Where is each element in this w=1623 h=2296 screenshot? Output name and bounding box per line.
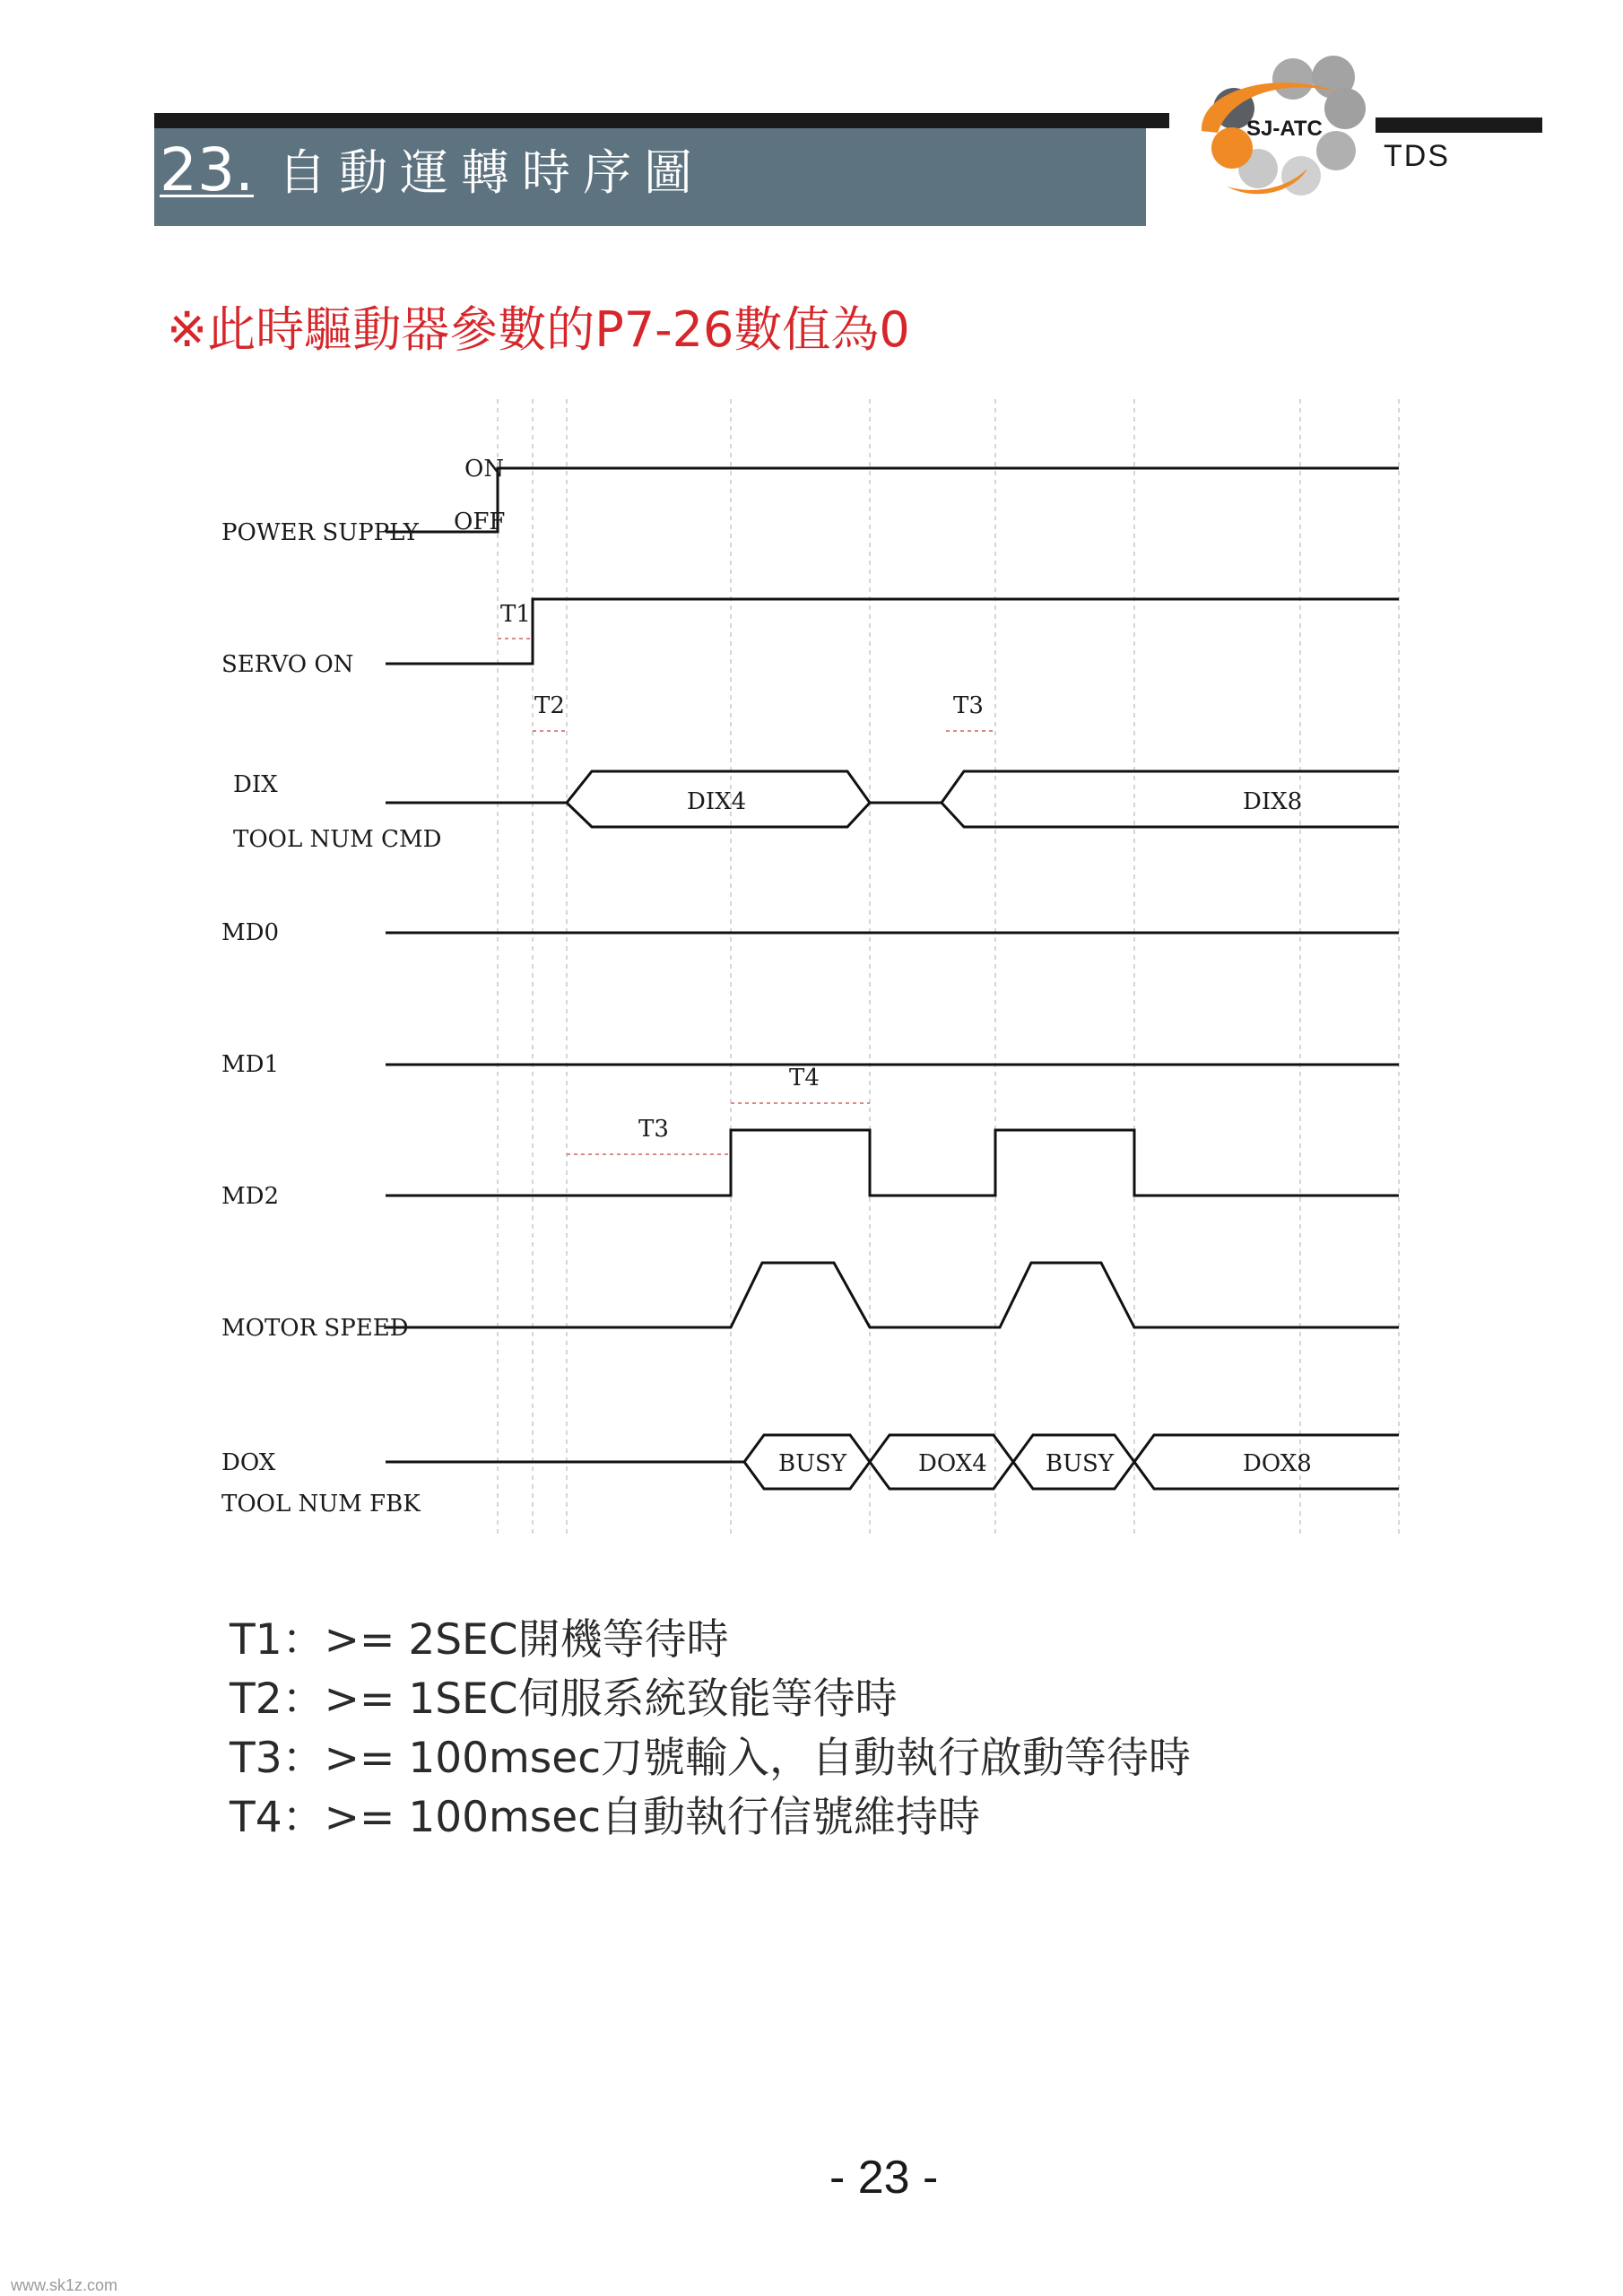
state-dox4: DOX4 bbox=[918, 1450, 987, 1477]
watermark: www.sk1z.com bbox=[11, 2276, 118, 2294]
timing-t1: T1 bbox=[500, 601, 531, 628]
servo-on-waveform bbox=[386, 599, 1399, 664]
timing-t3-md2: T3 bbox=[638, 1116, 669, 1143]
time-gridlines bbox=[498, 399, 1399, 1538]
timing-labels bbox=[500, 601, 984, 1143]
dix-waveform-left bbox=[386, 771, 870, 827]
parameter-note: ※此時驅動器參數的P7-26數值為0 bbox=[167, 301, 910, 358]
label-tool-num-cmd: TOOL NUM CMD bbox=[233, 826, 442, 853]
state-dox8: DOX8 bbox=[1243, 1450, 1312, 1477]
label-dix: DIX bbox=[233, 771, 278, 798]
label-md2: MD2 bbox=[221, 1183, 280, 1210]
note-t1: T1：>= 2SEC開機等待時 bbox=[230, 1615, 729, 1665]
page-number: - 23 - bbox=[829, 2152, 939, 2204]
timing-notes bbox=[230, 1611, 1191, 1848]
brand-tag: TDS bbox=[1384, 139, 1450, 173]
timing-t3-top: T3 bbox=[953, 692, 984, 719]
note-t4: T4：>= 100msec自動執行信號維持時 bbox=[230, 1793, 981, 1842]
motor-speed-waveform bbox=[386, 1263, 1399, 1327]
md2-waveform bbox=[386, 1130, 1399, 1196]
label-motor-speed: MOTOR SPEED bbox=[221, 1315, 409, 1342]
timing-t4: T4 bbox=[789, 1065, 820, 1091]
label-md1: MD1 bbox=[221, 1051, 280, 1078]
state-busy-1: BUSY bbox=[778, 1450, 846, 1477]
note-t2: T2：>= 1SEC伺服系統致能等待時 bbox=[230, 1674, 898, 1724]
label-servo-on: SERVO ON bbox=[221, 651, 354, 678]
section-title: 自動運轉時序圖 bbox=[278, 144, 705, 201]
label-tool-num-fbk: TOOL NUM FBK bbox=[221, 1491, 421, 1518]
label-dox: DOX bbox=[221, 1449, 276, 1476]
state-labels bbox=[454, 456, 1312, 1477]
signal-labels bbox=[221, 519, 441, 1518]
dix-waveform-right-bottom bbox=[942, 803, 1399, 827]
label-md0: MD0 bbox=[221, 919, 280, 946]
logo-text: SJ-ATC bbox=[1246, 117, 1323, 141]
state-busy-2: BUSY bbox=[1046, 1450, 1114, 1477]
state-on: ON bbox=[464, 456, 505, 483]
state-dix4: DIX4 bbox=[687, 788, 747, 815]
state-off: OFF bbox=[454, 509, 506, 535]
state-dix8: DIX8 bbox=[1243, 788, 1303, 815]
timing-markers bbox=[498, 639, 995, 1154]
label-power-supply: POWER SUPPLY bbox=[221, 519, 419, 546]
signal-waveforms bbox=[386, 468, 1399, 1489]
dix-waveform-right bbox=[942, 771, 1399, 803]
timing-t2: T2 bbox=[534, 692, 565, 719]
power-supply-waveform bbox=[386, 468, 1399, 532]
note-t3: T3：>= 100msec刀號輸入，自動執行啟動等待時 bbox=[230, 1734, 1192, 1783]
section-number: 23. bbox=[160, 135, 254, 204]
